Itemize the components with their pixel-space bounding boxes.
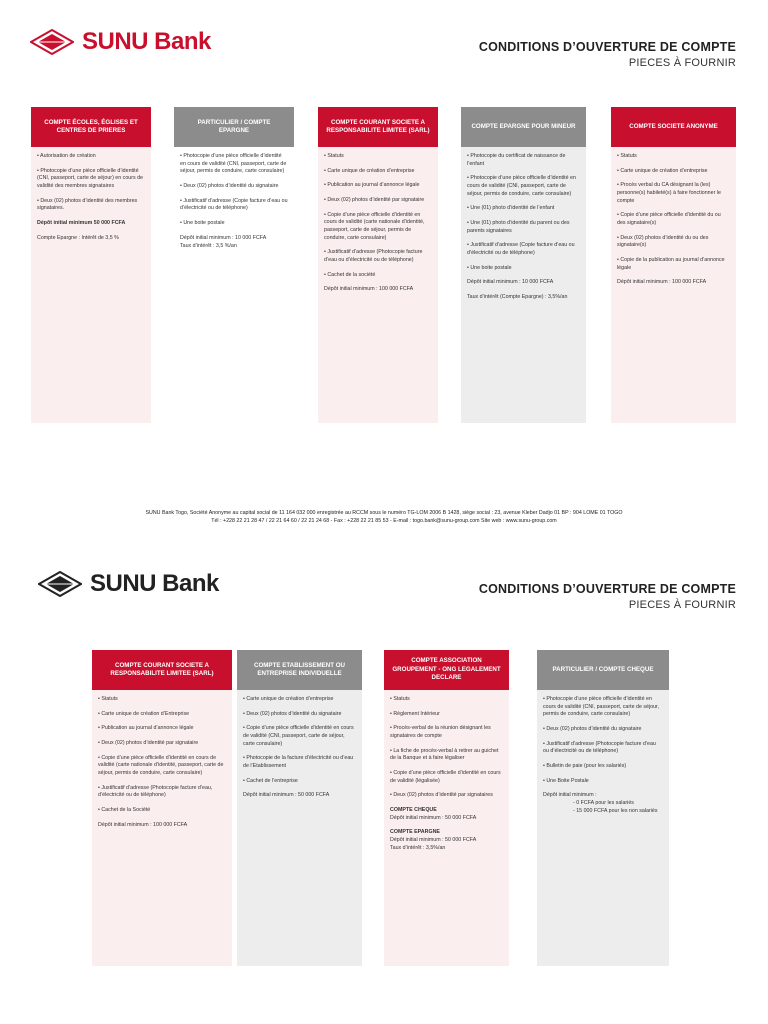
column-body — [318, 147, 438, 423]
list-item: Dépôt initial minimum : 50 000 FCFA — [390, 814, 477, 821]
list-item: • Copie d’une pièce officielle d’identité en cours de validité (CNI, passeport, carte de séjour, carte consulaire) — [243, 725, 354, 747]
list-item: - 15 000 FCFA pour les non salariés — [573, 807, 658, 814]
page-1 — [0, 0, 768, 440]
column-body — [611, 147, 736, 423]
column-body — [92, 690, 232, 966]
list-item: • Deux (02) photos d’identité des membres signataires. — [37, 197, 138, 212]
legal-footer — [0, 509, 768, 526]
column-header: COMPTE SOCIETE ANONYME — [611, 107, 736, 147]
column-particulier-cheque — [537, 650, 669, 966]
list-item: • Règlement Intérieur — [390, 710, 440, 717]
page-subtitle: PIECES À FOURNIR — [628, 57, 736, 69]
list-item: • Une (01) photo d’identité du parent ou des parents signataires — [467, 220, 570, 234]
column-body — [384, 690, 509, 966]
list-item: • Copie d’une pièce officielle d’identité en cours de validité (carte nationale d’identité, passeport, carte de séjour, permis de conduire, carte consulaire) — [98, 754, 224, 777]
column-header: PARTICULIER / COMPTE CHEQUE — [537, 650, 669, 690]
list-item: • Deux (02) photos d’identité par signataires — [390, 792, 493, 799]
list-item: • Copie d’une pièce officielle d’identité en cours de validité (carte nationale d’identité, passeport, carte de séjour, permis de conduire, carte consulaire) — [324, 211, 425, 241]
page-title-block — [479, 40, 736, 69]
list-item: • Statuts — [617, 153, 637, 159]
column-body — [237, 690, 362, 966]
list-item: • Photocopie d’une pièce officielle d’identité en cours de validité (CNI, passeport, carte de séjour, permis de conduire, carte consulaire) — [467, 175, 576, 197]
list-item: • Photocopie d’une pièce officielle d’identité (CNI, passeport, carte de séjour) en cours de validité des membres signataires — [37, 167, 143, 190]
sunu-diamond-icon — [38, 571, 82, 597]
list-item: Dépôt initial minimum : 10 000 FCFA — [467, 279, 554, 286]
column-etablissement — [237, 650, 362, 966]
list-item: • Une Boite Postale — [543, 777, 589, 784]
list-item: Dépôt initial minimum 50 000 FCFA — [37, 220, 126, 227]
column-header: COMPTE ÉCOLES, ÉGLISES ET CENTRES DE PRIERES — [31, 107, 151, 147]
page-title: CONDITIONS D’OUVERTURE DE COMPTE — [478, 582, 736, 596]
list-item: • Une (01) photo d’identité de l’enfant — [467, 205, 555, 212]
list-item: • Justificatif d’adresse (Photocopie facture d’eau ou d’électricité ou de téléphone) — [324, 249, 423, 264]
list-item: • Carte unique de création d’entreprise — [243, 696, 334, 702]
list-item: • Autorisation de création — [37, 153, 96, 159]
sunu-diamond-icon — [30, 29, 74, 55]
column-header: COMPTE EPARGNE POUR MINEUR — [461, 107, 586, 147]
list-item: Compte Epargne : Intérêt de 3,5 % — [37, 234, 119, 241]
footer-line-1: SUNU Bank Togo, Société Anonyme au capital social de 11 164 032 000 enregistrée au RCCM sous le numéro TG-LOM 2006 B 1428, siège social : 23, avenue Kleber Dadjo 01 BP : 904 LOME 01 TOGO — [145, 510, 623, 516]
list-item: • Deux (02) photos d’identité par signataire — [98, 740, 199, 747]
column-header: PARTICULIER / COMPTE EPARGNE — [174, 107, 294, 147]
column-sarl — [318, 107, 438, 423]
list-item: • Statuts — [390, 696, 410, 702]
list-item: • Photocopie d’une pièce officielle d’identité en cours de validité (CNI, passeport, carte de séjour, permis de conduire, carte consulaire) — [543, 696, 659, 718]
column-header: COMPTE COURANT SOCIETE A RESPONSABILITE LIMITEE (SARL) — [92, 650, 232, 690]
list-item: • Cachet de l’entreprise — [243, 777, 298, 784]
page-2 — [0, 560, 768, 1020]
list-item: • Justificatif d’adresse (Photocopie facture d’eau ou d’électricité ou de téléphone) — [543, 740, 656, 755]
column-sarl — [92, 650, 232, 966]
column-association-ong — [384, 650, 509, 966]
list-item: • Copie de la publication au journal d’annonce légale — [617, 257, 725, 271]
list-item: Dépôt initial minimum : 50 000 FCFA — [243, 792, 330, 799]
page-title-block — [479, 582, 736, 611]
list-item: • Deux (02) photos d’identité du signataire — [243, 710, 342, 717]
column-body — [31, 147, 151, 423]
column-body — [174, 147, 294, 423]
column-ecoles-eglises — [31, 107, 151, 423]
section-label: COMPTE EPARGNE — [390, 829, 440, 836]
list-item: • Une boite postale — [180, 220, 225, 227]
list-item: • Carte unique de création d’Entreprise — [98, 710, 190, 717]
list-item: • Justificatif d’adresse (Photocopie facture d’eau, d’électricité ou de téléphone) — [98, 784, 213, 799]
list-item: Dépôt initial minimum : — [543, 792, 597, 799]
column-body — [461, 147, 586, 423]
column-header: COMPTE ETABLISSEMENT OU ENTREPRISE INDIVIDUELLE — [237, 650, 362, 690]
list-item: • La fiche de procès-verbal à retirer au guichet de la Banque et à faire légaliser — [390, 747, 499, 762]
list-item: Dépôt initial minimum : 100 000 FCFA — [617, 279, 707, 286]
section-label: COMPTE CHEQUE — [390, 807, 437, 814]
list-item: • Publication au journal d’annonce légale — [324, 182, 420, 189]
column-header: COMPTE COURANT SOCIETE A RESPONSABILITE LIMITEE (SARL) — [318, 107, 438, 147]
list-item: • Photocopie de la facture d’électricité ou d’eau de l’Etablissement — [243, 755, 354, 770]
brand-name: SUNU Bank — [82, 28, 211, 55]
sunu-bank-logo — [38, 570, 219, 598]
list-item: • Photocopie du certificat de naissance de l’enfant — [467, 153, 566, 167]
list-item: • Carte unique de création d’entreprise — [324, 167, 415, 174]
list-item: Taux d’intérêt (Compte Epargne) : 3,5%/an — [467, 294, 568, 301]
column-body — [537, 690, 669, 966]
column-particulier-epargne — [174, 107, 294, 423]
list-item: Taux d’intérêt : 3,5 %/an — [180, 243, 237, 250]
column-epargne-mineur — [461, 107, 586, 423]
list-item: • Deux (02) photos d’identité du signataire — [543, 726, 642, 733]
list-item: • Justificatif d’adresse (Copie facture d’eau ou d’électricité ou de téléphone) — [467, 242, 575, 257]
list-item: • Justificatif d’adresse (Copie facture d’eau ou d’électricité ou de téléphone) — [180, 197, 288, 212]
list-item: • Statuts — [98, 696, 118, 702]
footer-line-2: Tél : +228 22 21 28 47 / 22 21 64 60 / 22 21 24 68 - Fax : +228 22 21 85 53 - E-mail : togo.bank@sunu-group.com Site web : www.sunu-group.com — [211, 518, 557, 525]
list-item: • Statuts — [324, 153, 344, 159]
list-item: • Une boite postale — [467, 264, 512, 271]
list-item: • Deux (02) photos d’identité du ou des signataire(s) — [617, 234, 709, 249]
column-societe-anonyme — [611, 107, 736, 423]
list-item: Dépôt initial minimum : 100 000 FCFA — [324, 286, 414, 293]
page-title: CONDITIONS D’OUVERTURE DE COMPTE — [478, 40, 736, 54]
list-item: • Photocopie d’une pièce officielle d’identité en cours de validité (CNI, passeport, carte de séjour, permis de conduire, carte consulaire) — [180, 153, 287, 175]
list-item: • Deux (02) photos d’identité par signataire — [324, 197, 425, 204]
list-item: Dépôt initial minimum : 50 000 FCFA — [390, 837, 477, 844]
list-item: • Procès-verbal de la réunion désignant les signataires de compte — [390, 725, 491, 740]
list-item: • Cachet de la société — [324, 271, 376, 278]
list-item: - 0 FCFA pour les salariés — [573, 800, 634, 807]
list-item: • Deux (02) photos d’identité du signataire — [180, 183, 279, 190]
sunu-bank-logo — [30, 28, 211, 56]
list-item: • Cachet de la Société — [98, 807, 151, 814]
list-item: • Procès verbal du CA désignant la (les) personne(s) habileté(s) à faire fonctionner le compte — [617, 182, 721, 204]
brand-name: SUNU Bank — [90, 570, 219, 597]
list-item: • Copie d’une pièce officielle d’identité en cours de validité (légalisée) — [390, 770, 501, 784]
list-item: • Carte unique de création d’entreprise — [617, 167, 708, 174]
column-header: COMPTE ASSOCIATION GROUPEMENT - ONG LEGALEMENT DECLARE — [384, 650, 509, 690]
page-subtitle: PIECES À FOURNIR — [628, 599, 736, 611]
list-item: • Bulletin de paie (pour les salariés) — [543, 763, 627, 770]
list-item: Taux d’intérêt : 3,5%/an — [390, 844, 446, 851]
list-item: • Copie d’une pièce officielle d’identité du ou des signataire(s) — [617, 212, 721, 227]
list-item: Dépôt initial minimum : 100 000 FCFA — [98, 821, 188, 828]
list-item: • Publication au journal d’annonce légale — [98, 725, 194, 732]
list-item: Dépôt initial minimum : 10 000 FCFA — [180, 234, 267, 241]
